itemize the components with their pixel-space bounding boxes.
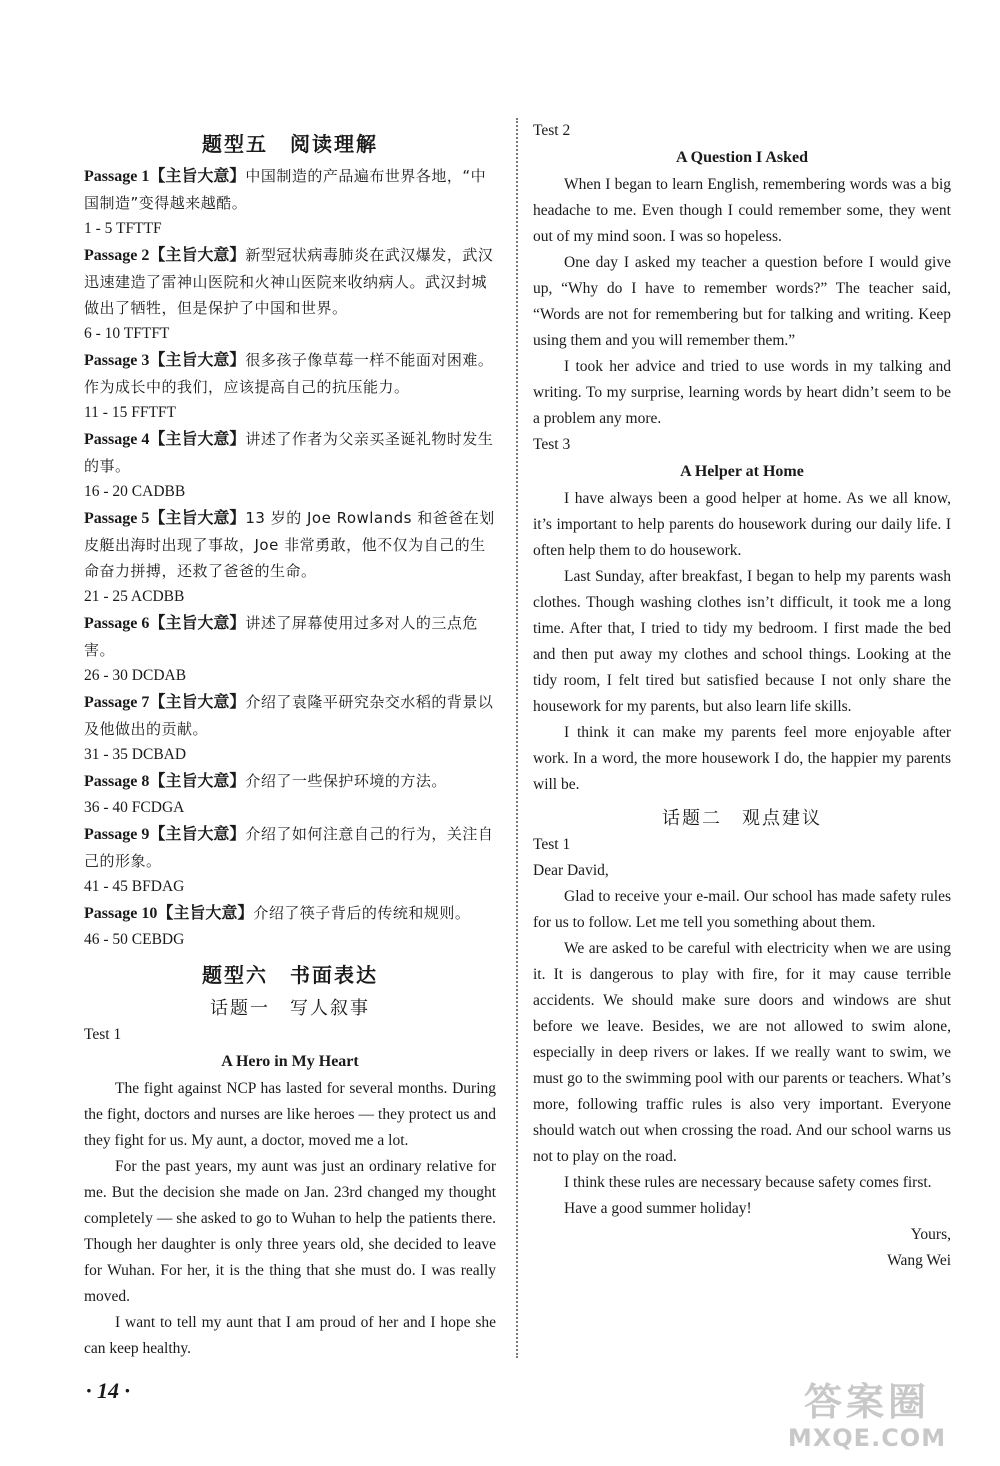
passage-label: Passage 3 [84, 352, 150, 369]
passage-label: Passage 4 [84, 431, 150, 448]
passage-tag: 【主旨大意】 [149, 168, 246, 185]
answer-key: 36 - 40 FCDGA [84, 799, 185, 816]
test-label: Test 1 [84, 1026, 122, 1043]
passage-label: Passage 8 [84, 773, 150, 790]
passage-tag: 【主旨大意】 [149, 352, 246, 369]
letter-closing: Yours, [910, 1226, 951, 1243]
passage-tag: 【主旨大意】 [149, 694, 246, 711]
letter-paragraph: I think these rules are necessary because safety comes first. [564, 1174, 932, 1191]
passage-tag: 【主旨大意】 [149, 510, 246, 527]
passage-tag: 【主旨大意】 [149, 826, 246, 843]
watermark-text-bottom: MXQE.COM [787, 1424, 947, 1452]
answer-key: 46 - 50 CEBDG [84, 931, 185, 948]
passage-summary: 很多孩子像草莓一样不能面对困难。作为成长中的我们，应该提高自己的抗压能力。 [84, 351, 494, 396]
passage-label: Passage 5 [84, 510, 150, 527]
passage-entry [84, 768, 496, 795]
essay-title: A Hero in My Heart [221, 1053, 359, 1070]
passage-summary: 讲述了屏幕使用过多对人的三点危害。 [84, 614, 478, 659]
passage-entry [84, 242, 496, 321]
essay-paragraph: The fight against NCP has lasted for several months. During the fight, doctors and nurses are like heroes — they protect us and they fight for us. My aunt, a doctor, moved me a lot. [84, 1080, 496, 1149]
passage-entry [84, 610, 496, 663]
essay-paragraph: I took her advice and tried to use words in my talking and writing. To my surprise, learning words by heart didn’t seem to be a problem any more. [533, 358, 951, 427]
essay-title: A Question I Asked [675, 149, 809, 166]
passage-label: Passage 9 [84, 826, 150, 843]
essay-paragraph: Last Sunday, after breakfast, I began to help my parents wash clothes. Though washing clothes isn’t difficult, it took me a long time. After that, I tried to tidy my bedroom. I first made the bed and then put away my clothes and school things. Looking at the tidy room, I felt tired but satisfied because I not only share the housework for my parents, but also learn life skills. [533, 568, 951, 715]
topic-title-2: 话题二 观点建议 [662, 808, 822, 829]
answer-key: 16 - 20 CADBB [84, 483, 186, 500]
topic-title-1: 话题一 写人叙事 [210, 998, 370, 1019]
answer-key: 11 - 15 FFTFT [84, 404, 177, 421]
letter-paragraph: Glad to receive your e-mail. Our school has made safety rules for us to follow. Let me tell you something about them. [533, 888, 951, 931]
passage-summary: 中国制造的产品遍布世界各地，“中国制造”变得越来越酷。 [84, 167, 487, 212]
answer-key: 21 - 25 ACDBB [84, 588, 185, 605]
passage-entry [84, 347, 496, 400]
answer-key: 41 - 45 BFDAG [84, 878, 185, 895]
essay-paragraph: I think it can make my parents feel more enjoyable after work. In a word, the more housework I do, the happier my parents will be. [533, 724, 951, 793]
watermark-text-top: 答案圈 [803, 1380, 930, 1424]
essay-paragraph: I have always been a good helper at home. As we all know, it’s important to help parents do housework during our daily life. I often help them to do housework. [533, 490, 951, 559]
answer-key: 31 - 35 DCBAD [84, 746, 187, 763]
answer-key: 26 - 30 DCDAB [84, 667, 187, 684]
test-label: Test 2 [533, 122, 571, 139]
answer-key: 6 - 10 TFTFT [84, 325, 170, 342]
passage-tag: 【主旨大意】 [157, 905, 254, 922]
left-column [84, 118, 496, 1362]
passage-summary: 介绍了袁隆平研究杂交水稻的背景以及他做出的贡献。 [84, 693, 494, 738]
section-title-reading: 题型五 阅读理解 [202, 132, 378, 156]
passage-list [84, 163, 496, 953]
letter-greeting: Dear David, [533, 862, 609, 879]
test-label: Test 1 [533, 836, 571, 853]
page-number: · 14 · [86, 1378, 130, 1403]
passage-entry [84, 900, 496, 927]
passage-summary: 讲述了作者为父亲买圣诞礼物时发生的事。 [84, 430, 494, 475]
passage-label: Passage 10 [84, 905, 158, 922]
passage-tag: 【主旨大意】 [149, 615, 246, 632]
letter-signature: Wang Wei [887, 1252, 951, 1269]
section-title-writing: 题型六 书面表达 [202, 963, 378, 987]
passage-label: Passage 6 [84, 615, 150, 632]
passage-entry [84, 821, 496, 874]
essay-paragraph: I want to tell my aunt that I am proud of her and I hope she can keep healthy. [84, 1314, 496, 1357]
passage-entry [84, 689, 496, 742]
right-column [533, 118, 951, 1274]
answer-key: 1 - 5 TFTTF [84, 220, 162, 237]
passage-tag: 【主旨大意】 [149, 773, 246, 790]
passage-summary: 介绍了一些保护环境的方法。 [245, 772, 447, 790]
letter-paragraph: Have a good summer holiday! [564, 1200, 752, 1217]
passage-summary: 介绍了筷子背后的传统和规则。 [253, 904, 471, 922]
passage-summary: 13 岁的 Joe Rowlands 和爸爸在划皮艇出海时出现了事故，Joe 非常勇敢，他不仅为自己的生命奋力拼搏，还救了爸爸的生命。 [84, 509, 495, 580]
watermark-logo [752, 1380, 982, 1460]
passage-label: Passage 7 [84, 694, 150, 711]
passage-label: Passage 2 [84, 247, 150, 264]
passage-summary: 介绍了如何注意自己的行为，关注自己的形象。 [84, 825, 494, 870]
essay-paragraph: For the past years, my aunt was just an ordinary relative for me. But the decision she made on Jan. 23rd changed my thought completely — she asked to go to Wuhan to help the patients there. Though her daughter is only three years old, she decided to leave for Wuhan. For her, it is the thing that she must do. I was really moved. [84, 1158, 496, 1305]
passage-tag: 【主旨大意】 [149, 247, 246, 264]
letter-paragraph: We are asked to be careful with electricity when we are using it. It is dangerous to play with fire, for it may cause terrible accidents. We should make sure doors and windows are shut before we leave. Besides, we are not allowed to swim alone, especially in deep rivers or lakes. If we really want to swim, we must go to the swimming pool with our parents or teachers. What’s more, following traffic rules is also very important. Everyone should watch out when crossing the road. And our school warns us not to play on the road. [533, 940, 951, 1165]
essay-paragraph: When I began to learn English, remembering words was a big headache to me. Even though I could remember some, they went out of my mind soon. I was so hopeless. [533, 176, 951, 245]
column-divider [516, 118, 518, 1358]
passage-tag: 【主旨大意】 [149, 431, 246, 448]
essay-paragraph: One day I asked my teacher a question before I would give up, “Why do I have to remember words?” The teacher said, “Words are not for remembering but for talking and writing. Keep using them and you will remember them.” [533, 254, 951, 349]
essay-title: A Helper at Home [680, 463, 804, 480]
passage-label: Passage 1 [84, 168, 150, 185]
passage-entry [84, 426, 496, 479]
test-label: Test 3 [533, 436, 571, 453]
passage-entry [84, 163, 496, 216]
passage-entry [84, 505, 496, 584]
passage-summary: 新型冠状病毒肺炎在武汉爆发，武汉迅速建造了雷神山医院和火神山医院来收纳病人。武汉封城做出了牺牲，但是保护了中国和世界。 [84, 246, 494, 317]
